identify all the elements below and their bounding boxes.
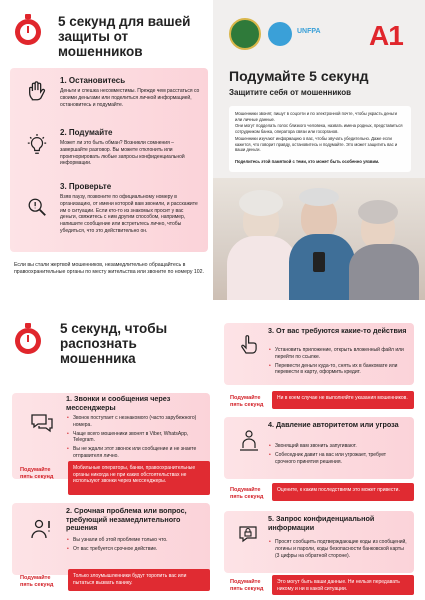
section-4-bullet: • Звонящий вам звонить запугивают. [268, 443, 408, 450]
tip-2-title: 2. Подумайте [60, 128, 113, 137]
unfpa-logo: UNFPA [297, 28, 321, 35]
section-3-bullet: • Установить приложение, открыть вложенный файл или перейти по ссылке. [268, 347, 408, 361]
stopwatch-icon [14, 323, 42, 353]
section-4-bullet: • Собеседник давит на вас или угрожает, требует срочного принятия решения. [268, 452, 408, 466]
info-paragraph-3: Мошенники изучают информацию о вас, чтобы звучать убедительно. Даже если кажется, что говорит правду, остановитесь и подумайте. Это может защитить вас и ваши деньги. [235, 136, 398, 153]
leaflet-top-left [0, 0, 212, 300]
tip-3-text: Взяв паузу, позвоните по официальному номеру в организацию, от имени которой вам звонили, и расскажите им о ситуации. Если кто-то из знакомых просит у вас деньги, свяжитесь с ним другим способом, например, напишите сообщение или встретьтесь лично, чтобы убедиться, что это действительно он. [60, 194, 198, 234]
chat-icon [30, 413, 54, 435]
woman-right-hair [358, 200, 398, 224]
section-5-title: 5. Запрос конфиденциальной информации [268, 514, 375, 532]
section-1-bullet: • Вы не ждали этот звонок или сообщение и не знаете отправителя лично. [66, 446, 206, 460]
info-textbox [229, 106, 411, 172]
tip-2-text: Может ли это быть обман? Возникли сомнения – завершайте разговор. Вы можете отклонить или проигнорировать любые запросы конфиденциальной информации. [60, 140, 185, 167]
section-4-bullets [268, 443, 408, 467]
think-label-5: Подумайте пять секунд [230, 579, 264, 592]
think-label-3: Подумайте пять секунд [230, 395, 264, 408]
tip-1-text: Деньги и спешка несовместимы. Прежде чем расстаться со своими деньгами или поделиться личной информацией, остановитесь и подумайте. [60, 88, 200, 108]
info-paragraph-4: Поделитесь этой памяткой с теми, кто может быть особенно уязвим. [235, 159, 380, 164]
un-emblem-icon [268, 22, 292, 46]
section-4-title: 4. Давление авторитетом или угроза [268, 420, 399, 429]
section-1-note: Мобильные операторы, банки, правоохранительные органы никогда не при каких обстоятельствах не используют звонки через мессенджеры. [68, 461, 210, 495]
section-2-bullet: • Вы узнали об этой проблеме только что. [66, 537, 206, 544]
bottom-title: 5 секунд, чтобы распознать мошенника [60, 321, 168, 367]
leaflet-bottom [0, 303, 425, 600]
magnifier-icon [26, 196, 48, 218]
section-1-bullet: • Звонок поступает с незнакомого (часто зарубежного) номера. [66, 415, 206, 429]
woman-left-hair [239, 190, 283, 216]
a1-logo: A1 [369, 20, 403, 51]
woman-left-body [227, 236, 297, 300]
hand-stop-icon [26, 80, 48, 102]
right-subheadline: Защитите себя от мошенников [229, 88, 352, 97]
right-headline: Подумайте 5 секунд [229, 68, 369, 84]
stopwatch-icon [14, 14, 42, 44]
section-2-bullets [66, 537, 206, 555]
think-label-1: Подумайте пять секунд [20, 467, 54, 480]
section-3-title: 3. От вас требуются какие-то действия [268, 326, 407, 335]
section-2-title: 2. Срочная проблема или вопрос, требующий незамедлительного решения [66, 506, 187, 533]
woman-right-body [349, 244, 419, 300]
man-hair [299, 188, 339, 206]
tip-1-title: 1. Остановитесь [60, 76, 126, 85]
section-2-bullet: • От вас требуется срочное действие. [66, 546, 206, 553]
tip-3-title: 3. Проверьте [60, 182, 112, 191]
ministry-emblem-icon [229, 18, 261, 50]
seniors-photo [213, 178, 425, 300]
phone [313, 252, 325, 272]
section-5-bullets [268, 539, 408, 561]
info-paragraph-1: Мошенники звонят, пишут в соцсети и по электронной почте, чтобы украсть деньги или личные данные. [235, 111, 397, 122]
section-4-note: Оцените, к каким последствиям это может привести. [272, 483, 414, 501]
section-3-note: Ни в коем случае не выполняйте указания мошенников. [272, 391, 414, 409]
section-2-note: Только злоумышленники будут торопить вас или пытаться вызвать панику. [68, 569, 210, 591]
leaflet-title: 5 секунд для вашей защиты от мошенников [58, 14, 191, 60]
section-1-title: 1. Звонки и сообщения через мессенджеры [66, 394, 171, 412]
info-paragraph-2: Они могут подделать голос близкого человека, назвать имена родных, представиться сотрудником банка, оператора связи или госорганов. [235, 123, 403, 134]
section-3-bullet: • Перевести деньги куда-то, снять их в банкомате или перевести в карту, оформить кредит. [268, 363, 408, 377]
think-label-4: Подумайте пять секунд [230, 487, 264, 500]
lightbulb-icon [26, 134, 48, 156]
section-5-bullet: • Просят сообщить подтверждающие коды из сообщений, логины и пароли, коды безопасности банковской карты (3 цифры на обратной стороне). [268, 539, 408, 559]
section-3-bullets [268, 347, 408, 378]
think-label-2: Подумайте пять секунд [20, 575, 54, 588]
leaflet-top-right [213, 0, 425, 300]
person-warning-icon [238, 429, 260, 451]
footer-note: Если вы стали жертвой мошенников, незамедлительно обращайтесь в правоохранительные органы по месту жительства или звоните по номеру 102. [14, 262, 204, 276]
section-5-note: Это могут быть ваши данные. Ни нельзя передавать никому и ни в какой ситуации. [272, 575, 414, 595]
section-1-bullets [66, 415, 206, 462]
chat-lock-icon [238, 525, 260, 547]
hand-pointer-icon [238, 333, 260, 355]
person-alert-icon [30, 517, 54, 541]
section-1-bullet: • Чаще всего мошенники звонят в Viber, WhatsApp, Telegram. [66, 431, 206, 445]
